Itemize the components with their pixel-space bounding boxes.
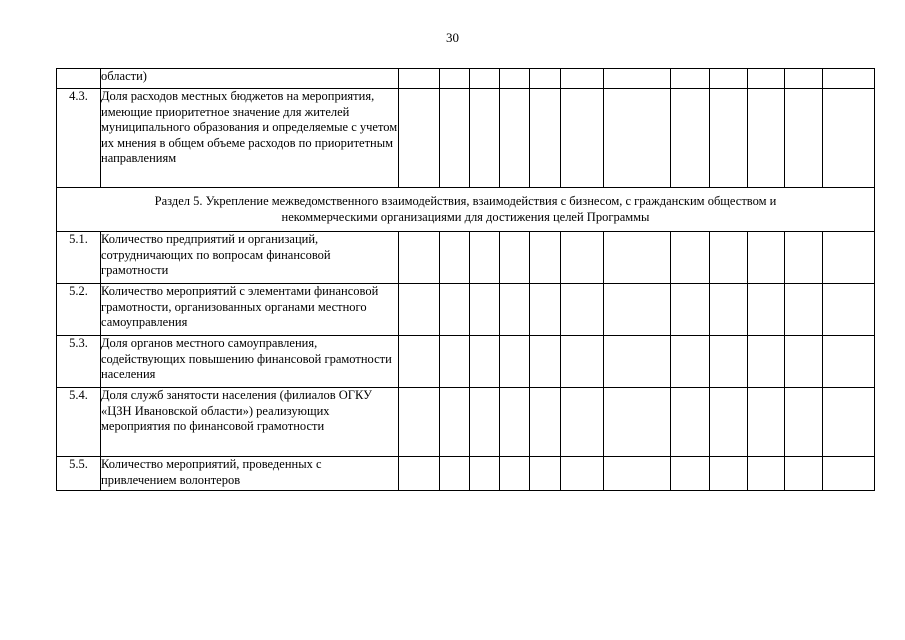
row-number [57,69,101,89]
table-cell [440,284,470,336]
table-cell [399,388,440,457]
row-number: 5.5. [57,457,101,491]
table-cell [399,89,440,188]
table-cell [748,69,785,89]
table-row [57,336,875,388]
table-row [57,69,875,89]
table-cell [399,284,440,336]
table-cell [823,284,875,336]
table-cell [748,232,785,284]
table-cell [710,457,748,491]
table-cell [785,388,823,457]
table-cell [671,284,710,336]
table-cell [440,69,470,89]
table-cell [671,457,710,491]
table-cell [561,284,604,336]
table-cell [710,388,748,457]
indicator-table [56,68,875,491]
table-cell [440,232,470,284]
table-cell [785,89,823,188]
page-number: 30 [446,30,459,45]
table-cell [399,336,440,388]
table-cell [530,89,561,188]
table-cell [500,388,530,457]
table-cell [470,388,500,457]
row-number: 5.3. [57,336,101,388]
table-cell [561,89,604,188]
table-row [57,284,875,336]
indicator-name: Количество мероприятий с элементами финансовой грамотности, организованных органами местного самоуправления [101,284,399,336]
table-cell [440,336,470,388]
row-number: 5.2. [57,284,101,336]
table-cell [470,284,500,336]
table-cell [748,284,785,336]
table-row [57,232,875,284]
indicator-name: Доля служб занятости населения (филиалов ОГКУ «ЦЗН Ивановской области») реализующих мероприятия по финансовой грамотности [101,388,399,457]
table-cell [671,232,710,284]
table-cell [440,457,470,491]
section-title [57,188,875,232]
table-cell [823,336,875,388]
table-cell [399,457,440,491]
table-cell [530,336,561,388]
table-cell [561,388,604,457]
table-row [57,388,875,457]
table-cell [530,232,561,284]
table-cell [530,457,561,491]
table-cell [823,232,875,284]
table-cell [604,388,671,457]
table-cell [748,336,785,388]
table-cell [470,336,500,388]
table-cell [604,336,671,388]
row-number: 5.4. [57,388,101,457]
table-cell [823,388,875,457]
indicator-name: Доля расходов местных бюджетов на мероприятия, имеющие приоритетное значение для жителей муниципального образования и определяемые с учетом их мнения в общем объеме расходов по приоритетным направлениям [101,89,399,188]
table-row [57,457,875,491]
indicator-name: Количество предприятий и организаций, сотрудничающих по вопросам финансовой грамотности [101,232,399,284]
table-cell [500,336,530,388]
table-cell [785,336,823,388]
section-title-line-1: Раздел 5. Укрепление межведомственного взаимодействия, взаимодействия с бизнесом, с гражданским обществом и [154,194,777,208]
table-cell [530,388,561,457]
table-cell [785,69,823,89]
table-cell [710,89,748,188]
table-cell [604,89,671,188]
table-cell [399,232,440,284]
section-header-row [57,188,875,232]
table-cell [500,284,530,336]
section-title-line-2: некоммерческими организациями для достижения целей Программы [281,209,650,224]
table-cell [530,284,561,336]
table-cell [710,284,748,336]
table-cell [500,457,530,491]
table-cell [399,69,440,89]
table-cell [785,232,823,284]
table-cell [440,388,470,457]
table-cell [823,457,875,491]
table-row [57,89,875,188]
table-cell [561,69,604,89]
table-cell [561,457,604,491]
table-cell [671,388,710,457]
table-cell [710,232,748,284]
table-cell [710,336,748,388]
table-cell [710,69,748,89]
table-cell [604,69,671,89]
table-cell [748,89,785,188]
table-cell [470,232,500,284]
table-cell [748,457,785,491]
indicator-name: Доля органов местного самоуправления, содействующих повышению финансовой грамотности населения [101,336,399,388]
table-cell [500,89,530,188]
table-cell [604,232,671,284]
table-cell [823,89,875,188]
table-cell [671,69,710,89]
table-cell [671,89,710,188]
table-cell [748,388,785,457]
table-cell [440,89,470,188]
table-cell [604,457,671,491]
table-cell [671,336,710,388]
table-cell [500,232,530,284]
table-cell [785,457,823,491]
table-cell [785,284,823,336]
table-cell [470,69,500,89]
row-number: 4.3. [57,89,101,188]
table-cell [561,232,604,284]
table-cell [604,284,671,336]
table-cell [470,457,500,491]
row-number: 5.1. [57,232,101,284]
table-cell [823,69,875,89]
table-cell [561,336,604,388]
table-cell [500,69,530,89]
table-cell [530,69,561,89]
indicator-name: Количество мероприятий, проведенных с привлечением волонтеров [101,457,399,491]
table-cell [470,89,500,188]
indicator-name: области) [101,69,399,89]
